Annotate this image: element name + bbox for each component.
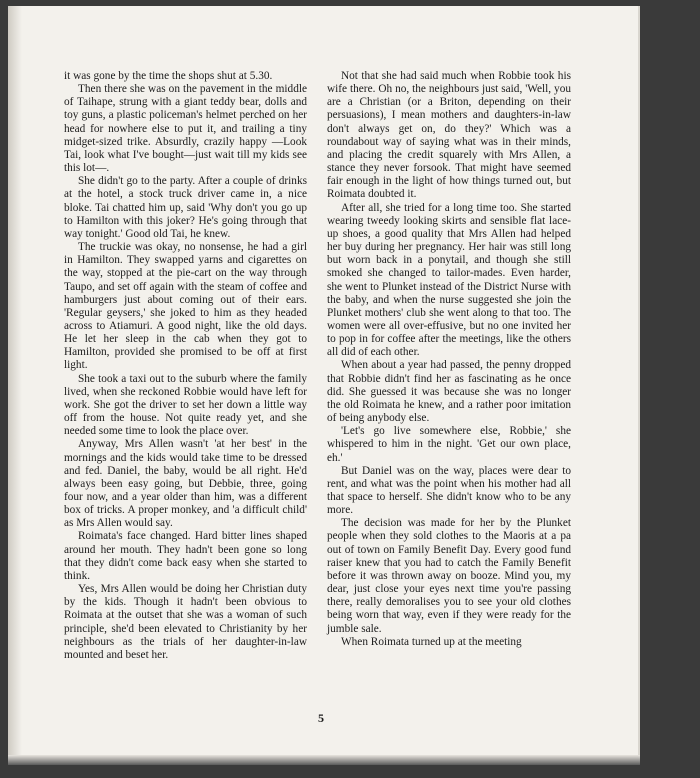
paragraph: Not that she had said much when Robbie took his wife there. Oh no, the neighbours just said, 'Well, you are a Christian (or a Briton, depending on their persuasions), I mean mothers and daughters-in-law don't always get on, do they?' Which was a roundabout way of saying what was in their minds, and placing the credit squarely with Mrs Allen, a stance they never forsook. That might have seemed fair enough in the light of how things turned out, but Roimata doubted it. [327, 70, 571, 201]
paragraph: She didn't go to the party. After a couple of drinks at the hotel, a stock truck driver came in, a nice bloke. Tai chatted him up, said 'Why don't you go up to Hamilton with this joker? He's going through that way tonight.' Good old Tai, he knew. [64, 175, 307, 240]
paragraph: When about a year had passed, the penny dropped that Robbie didn't find her as fascinating as he once did. She guessed it was because she was no longer the old Roimata he knew, and a rather poor imitation of being anybody else. [327, 359, 571, 425]
paragraph: When Roimata turned up at the meeting [341, 635, 522, 648]
paragraph: 'Let's go live somewhere else, Robbie,' she whispered to him in the night. 'Get our own place, eh.' [327, 425, 571, 464]
page-gutter-shadow [8, 6, 22, 758]
paragraph: Roimata's face changed. Hard bitter lines shaped around her mouth. They hadn't been gone so long that they didn't come back easy when she started to think. [64, 530, 307, 582]
paragraph: Anyway, Mrs Allen wasn't 'at her best' in the mornings and the kids would take time to be dressed and fed. Daniel, the baby, would be all right. He'd always been easy going, but Debbie, three, going four now, and a year older than him, was a different box of tricks. A proper monkey, and 'a difficult child' as Mrs Allen would say. [64, 438, 307, 530]
paragraph: The truckie was okay, no nonsense, he had a girl in Hamilton. They swapped yarns and cigarettes on the way, stopped at the pie-cart on the way through Taupo, and set off again with the steam of coffee and hamburgers just about coming out of their ears. 'Regular geysers,' she joked to him as they headed across to Atiamuri. A good night, like the old days. He let her sleep in the cab when they got to Hamilton, provided she promised to be off at first light. [64, 241, 307, 372]
right-text-column [327, 70, 571, 649]
page-bottom-edge [8, 755, 640, 765]
paragraph: After all, she tried for a long time too. She started wearing tweedy looking skirts and sensible flat lace-up shoes, a good quality that Mrs Allen had helped her buy during her pregnancy. Her hair was still long but worn back in a ponytail, and though she still smoked she changed to tailor-mades. Even harder, she went to Plunket instead of the District Nurse with the baby, and when the nurse suggested she join the Plunket mothers' club she went along to that too. The women were all over-effusive, but no one invited her to pop in for coffee after the meetings, like the others all did of each other. [327, 201, 571, 359]
paragraph: The decision was made for her by the Plunket people when they sold clothes to the Maoris at a pa out of town on Family Benefit Day. Every good fund raiser knew that you had to catch the Family Benefit before it was thrown away on booze. Mind you, my dear, just close your eyes next time you're passing there, really demoralises you to see your old clothes being worn that way, even if they were ready for the jumble sale. [327, 517, 571, 635]
paragraph: She took a taxi out to the suburb where the family lived, when she reckoned Robbie would have left for work. She got the driver to set her down a little way off from the house. Not quite ready yet, and she needed some time to look the place over. [64, 372, 307, 438]
paragraph: Then there she was on the pavement in the middle of Taihape, strung with a giant teddy bear, dolls and toy guns, a plastic policeman's helmet perched on her head for nowhere else to put it, and trailing a tiny midget-sized trike. Absurdly, crazily happy —Look Tai, look what I've bought—just wait till my kids see this lot—. [64, 83, 307, 175]
paragraph: it was gone by the time the shops shut at 5.30. [64, 70, 273, 82]
paragraph: But Daniel was on the way, places were dear to rent, and what was the point when his mother had all that space to herself. She didn't know who to be any more. [327, 464, 571, 517]
left-text-column [64, 70, 307, 662]
paragraph: Yes, Mrs Allen would be doing her Christian duty by the kids. Though it hadn't been obvious to Roimata at the outset that she was a woman of such principle, she'd been elevated to Christianity by her neighbours as the trials of her daughter-in-law mounted and beset her. [64, 583, 307, 661]
page-number: 5 [318, 711, 324, 725]
